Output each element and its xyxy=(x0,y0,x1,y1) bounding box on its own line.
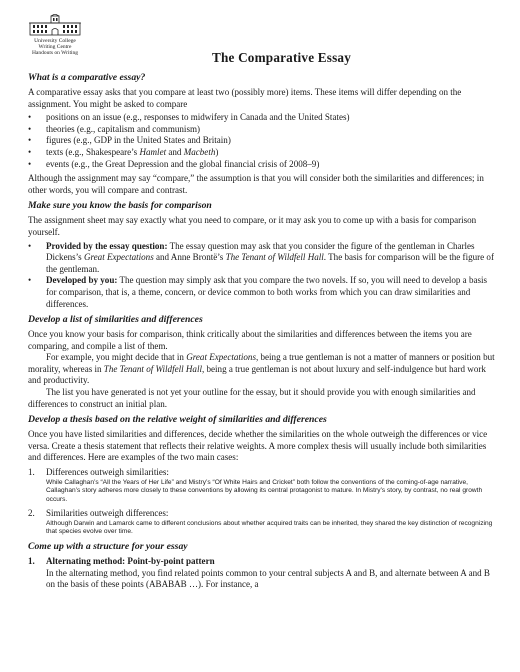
bullet-icon: • xyxy=(28,112,32,123)
university-college-logo xyxy=(20,14,90,57)
logo-line: Writing Centre xyxy=(38,44,72,51)
section-heading: Develop a thesis based on the relative weight of similarities and differences xyxy=(28,414,327,426)
bullet-icon: • xyxy=(28,275,32,286)
section-heading: Make sure you know the basis for comparison xyxy=(28,200,212,212)
paragraph: Once you know your basis for comparison, think critically about the similarities and differences between the items you are comparing, and compile a list of them. xyxy=(28,329,472,351)
bullet-icon: • xyxy=(28,123,32,134)
building-icon xyxy=(28,14,82,36)
bullet-icon: • xyxy=(28,158,32,169)
document-body xyxy=(28,72,496,591)
logo-line: University College xyxy=(34,38,76,44)
list-item: • Provided by the essay question: The essay question may ask that you consider the figure of the gentleman in Charles Dickens’s Great Expectations and Anne Brontë’s The Tenant of Wildfell Hall. The basis for comparison will be the figure of the gentleman. xyxy=(28,240,494,274)
numbered-item: 2. Similarities outweigh differences: xyxy=(28,508,169,519)
logo-line: Handouts on Writing xyxy=(31,50,79,57)
numbered-item: 1. Alternating method: Point-by-point pattern xyxy=(28,556,215,567)
section-heading: What is a comparative essay? xyxy=(28,72,146,83)
paragraph: For example, you might decide that in Great Expectations, being a true gentleman is not a matter of manners or position but morality, whereas in The Tenant of Wildfell Hall, being a true gentleman is not about luxury and self-indulgence but hard work and productivity. xyxy=(28,352,495,386)
header xyxy=(0,0,520,70)
example-thesis: Although Darwin and Lamarck came to different conclusions about whether acquired traits can be inherited, they shared the key distinction of recognizing that species evolve over time. xyxy=(46,519,493,536)
paragraph: The list you have generated is not yet your outline for the essay, but it should provide you with enough similarities and differences to construct an initial plan. xyxy=(28,387,476,409)
section-heading: Come up with a structure for your essay xyxy=(28,541,188,553)
list-item: • theories (e.g., capitalism and communism) xyxy=(28,123,201,134)
bullet-list xyxy=(28,241,496,311)
list-item: • texts (e.g., Shakespeare’s Hamlet and Macbeth) xyxy=(28,146,219,157)
list-item: • events (e.g., the Great Depression and the global financial crisis of 2008–9) xyxy=(28,158,320,169)
paragraph: The assignment sheet may say exactly what you need to compare, or it may ask you to come up with a basis for comparison yourself. xyxy=(28,215,477,237)
paragraph: Although the assignment may say “compare,” the assumption is that you will consider both the similarities and differences; in other words, you will compare and contrast. xyxy=(28,173,484,195)
example-thesis: While Callaghan’s “All the Years of Her Life” and Mistry’s “Of White Hairs and Cricket” both follow the conventions of the coming-of-age narrative, Callaghan’s story adheres more closely to these conventions by allowing its central protagonist to mature. In Mistry’s story, by contrast, no real growth occurs. xyxy=(46,478,483,504)
paragraph: In the alternating method, you find related points common to your central subjects A and B, and alternate between A and B on the basis of these points (ABABAB …). For instance, a xyxy=(46,567,490,590)
document-title: The Comparative Essay xyxy=(212,50,352,65)
bullet-icon: • xyxy=(28,146,32,157)
list-item: • Developed by you: The question may simply ask that you compare the two novels. If so, you will need to develop a basis for comparison, that is, a theme, concern, or device common to both works from which you can draw similarities and differences. xyxy=(28,275,488,309)
bullet-list xyxy=(28,112,496,170)
list-item: • positions on an issue (e.g., responses to midwifery in Canada and the United States) xyxy=(28,112,350,123)
paragraph: A comparative essay asks that you compare at least two (possibly more) items. These items will differ depending on the assignment. You might be asked to compare xyxy=(28,87,462,109)
bullet-icon: • xyxy=(28,240,32,251)
paragraph: Once you have listed similarities and differences, decide whether the similarities on the whole outweigh the differences or vice versa. Create a thesis statement that reflects their relative weights. A more complex thesis will usually include both similarities and differences. Here are examples of the two main cases: xyxy=(28,429,488,463)
section-heading: Develop a list of similarities and differences xyxy=(28,314,203,326)
list-item: • figures (e.g., GDP in the United States and Britain) xyxy=(28,135,231,146)
numbered-item: 1. Differences outweigh similarities: xyxy=(28,467,169,478)
bullet-icon: • xyxy=(28,135,32,146)
